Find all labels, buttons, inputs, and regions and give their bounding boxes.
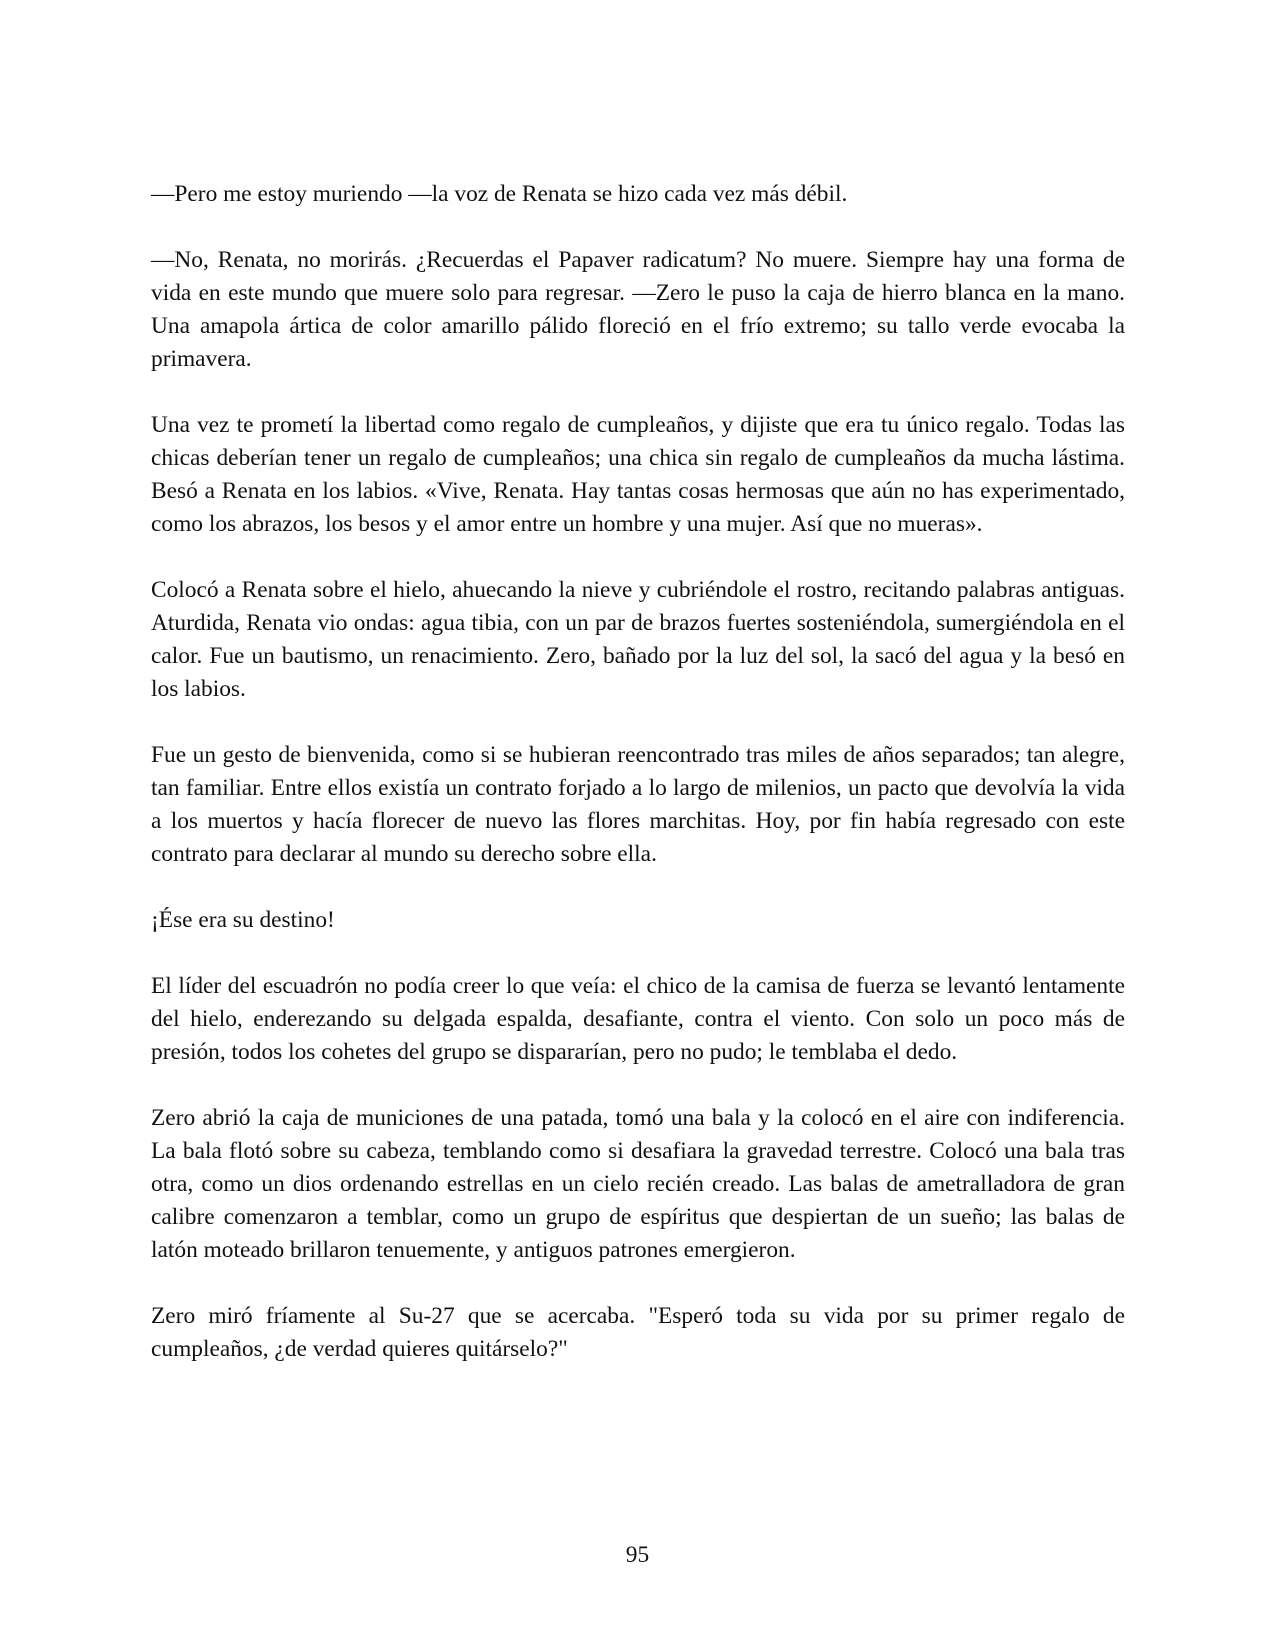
paragraph: —Pero me estoy muriendo —la voz de Renata se hizo cada vez más débil. — [151, 181, 848, 207]
paragraph: Zero miró fríamente al Su-27 que se acercaba. "Esperó toda su vida por su primer regalo de cumpleaños, ¿de verdad quieres quitárselo?" — [151, 1303, 1125, 1362]
paragraph: Fue un gesto de bienvenida, como si se hubieran reencontrado tras miles de años separados; tan alegre, tan familiar. Entre ellos existía un contrato forjado a lo largo de milenios, un pacto que devolvía la vida a los muertos y hacía florecer de nuevo las flores marchitas. Hoy, por fin había regresado con este contrato para declarar al mundo su derecho sobre ella. — [151, 742, 1125, 867]
paragraph: —No, Renata, no morirás. ¿Recuerdas el Papaver radicatum? No muere. Siempre hay una forma de vida en este mundo que muere solo para regresar. —Zero le puso la caja de hierro blanca en la mano. Una amapola ártica de color amarillo pálido floreció en el frío extremo; su tallo verde evocaba la primavera. — [151, 247, 1125, 372]
paragraph: Zero abrió la caja de municiones de una patada, tomó una bala y la colocó en el aire con indiferencia. La bala flotó sobre su cabeza, temblando como si desafiara la gravedad terrestre. Colocó una bala tras otra, como un dios ordenando estrellas en un cielo recién creado. Las balas de ametralladora de gran calibre comenzaron a temblar, como un grupo de espíritus que despiertan de un sueño; las balas de latón moteado brillaron tenuemente, y antiguos patrones emergieron. — [151, 1105, 1125, 1263]
page-number: 95 — [625, 1542, 650, 1568]
paragraph: Una vez te prometí la libertad como regalo de cumpleaños, y dijiste que era tu único regalo. Todas las chicas deberían tener un regalo de cumpleaños; una chica sin regalo de cumpleaños da mucha lástima. Besó a Renata en los labios. «Vive, Renata. Hay tantas cosas hermosas que aún no has experimentado, como los abrazos, los besos y el amor entre un hombre y una mujer. Así que no mueras». — [151, 412, 1125, 537]
body-text — [151, 178, 1125, 1366]
paragraph: ¡Ése era su destino! — [151, 907, 335, 933]
paragraph: Colocó a Renata sobre el hielo, ahuecando la nieve y cubriéndole el rostro, recitando palabras antiguas. Aturdida, Renata vio ondas: agua tibia, con un par de brazos fuertes sosteniéndola, sumergiéndola en el calor. Fue un bautismo, un renacimiento. Zero, bañado por la luz del sol, la sacó del agua y la besó en los labios. — [151, 577, 1125, 702]
paragraph: El líder del escuadrón no podía creer lo que veía: el chico de la camisa de fuerza se levantó lentamente del hielo, enderezando su delgada espalda, desafiante, contra el viento. Con solo un poco más de presión, todos los cohetes del grupo se dispararían, pero no pudo; le temblaba el dedo. — [151, 973, 1125, 1065]
